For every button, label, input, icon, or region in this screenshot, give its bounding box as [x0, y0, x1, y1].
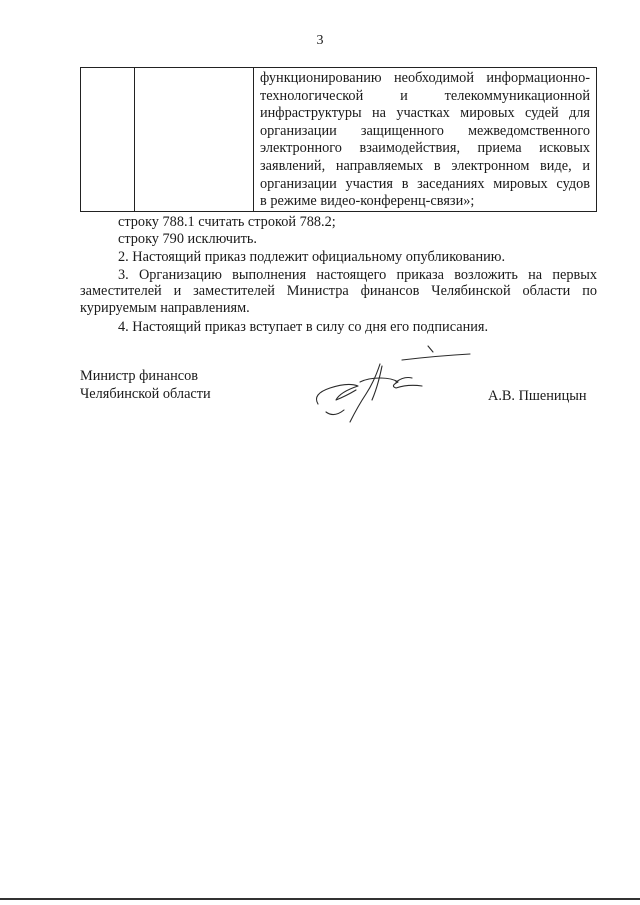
paragraph-responsibility: 3. Организацию выполнения настоящего приказа возложить на первых заместителей и заместителей Министра финансов Челябинской области по курируемым направлениям. [80, 267, 597, 316]
paragraph-renumber: строку 788.1 считать строкой 788.2; [118, 214, 336, 230]
table-row [81, 68, 597, 212]
continuation-table [80, 67, 597, 212]
paragraph-exclude: строку 790 исключить. [118, 231, 257, 247]
signatory-title-line1: Министр финансов [80, 368, 198, 384]
cell-text-line: электронного взаимодействия, приема исковых [260, 140, 590, 157]
signatory-title-line2: Челябинской области [80, 386, 211, 402]
cell-text-line: технологической и телекоммуникационной [260, 87, 590, 104]
handwritten-signature [300, 342, 480, 432]
table-cell-description [254, 68, 597, 212]
page-number: 3 [316, 33, 324, 48]
paragraph-effective-date: 4. Настоящий приказ вступает в силу со дня его подписания. [118, 319, 489, 335]
table-cell-number [81, 68, 135, 212]
cell-text-line: инфраструктуры на участках мировых судей для [260, 105, 590, 122]
table-cell-code [135, 68, 254, 212]
cell-text-line: организации защищенного межведомственного [260, 122, 590, 139]
signatory-title [80, 367, 211, 403]
cell-text-line: в режиме видео-конференц-связи»; [260, 193, 475, 210]
paragraph-publication: 2. Настоящий приказ подлежит официальному опубликованию. [118, 249, 506, 265]
cell-text-line: функционированию необходимой информационно- [260, 70, 590, 86]
signer-name: А.В. Пшеницын [488, 388, 587, 404]
cell-text-line: заявлений, направляемых в электронном виде, и [260, 157, 590, 174]
scan-edge-line [0, 898, 640, 900]
cell-text-line: организации участия в заседаниях мировых судов [260, 175, 590, 192]
